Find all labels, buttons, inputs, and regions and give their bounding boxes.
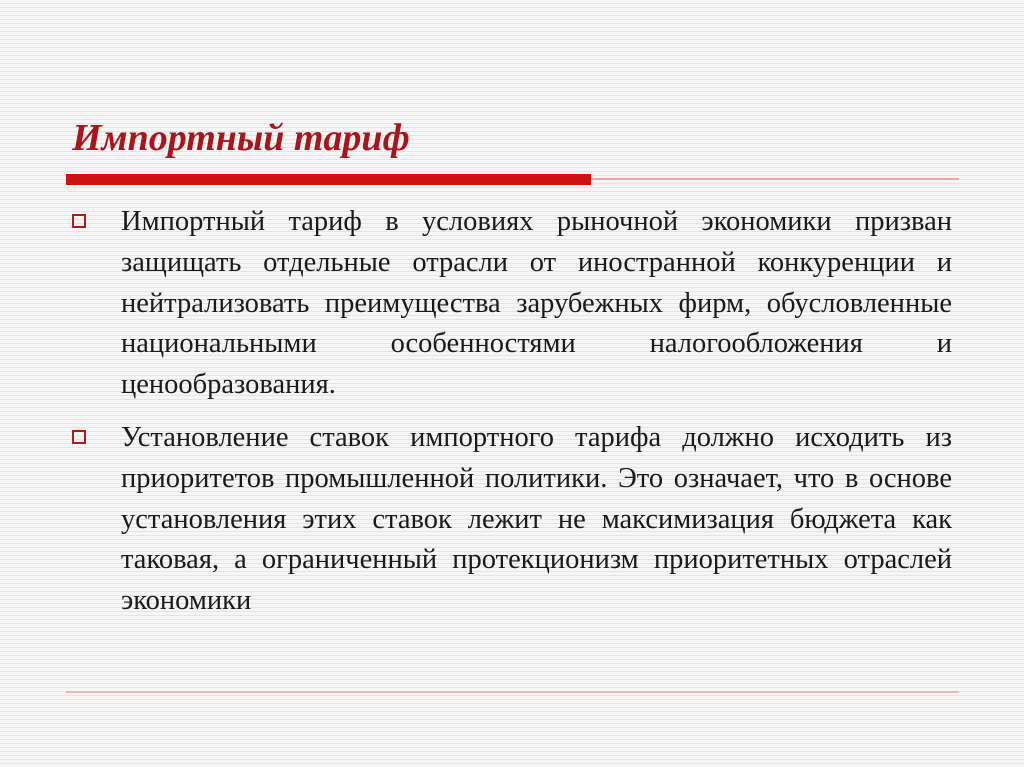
footer-divider <box>66 691 959 693</box>
square-bullet-icon <box>72 214 86 228</box>
bullet-list <box>72 202 952 634</box>
title-accent-line <box>591 178 959 180</box>
title-accent-bar <box>66 174 591 185</box>
bullet-text: Установление ставок импортного тарифа должно исходить из приоритетов промышленной политики. Это означает, что в основе установления этих ставок лежит не максимизация бюджета как таковая, а ограниченный протекционизм приоритетных отраслей экономики <box>121 421 952 617</box>
bullet-item <box>72 418 952 622</box>
bullet-item <box>72 202 952 406</box>
bullet-text: Импортный тариф в условиях рыночной экономики призван защищать отдельные отрасли от иностранной конкуренции и нейтрализовать преимущества зарубежных фирм, обусловленные национальными особенностями налогообложения и ценообразования. <box>121 206 952 401</box>
square-bullet-icon <box>72 430 86 444</box>
slide-title: Импортный тариф <box>72 117 410 159</box>
